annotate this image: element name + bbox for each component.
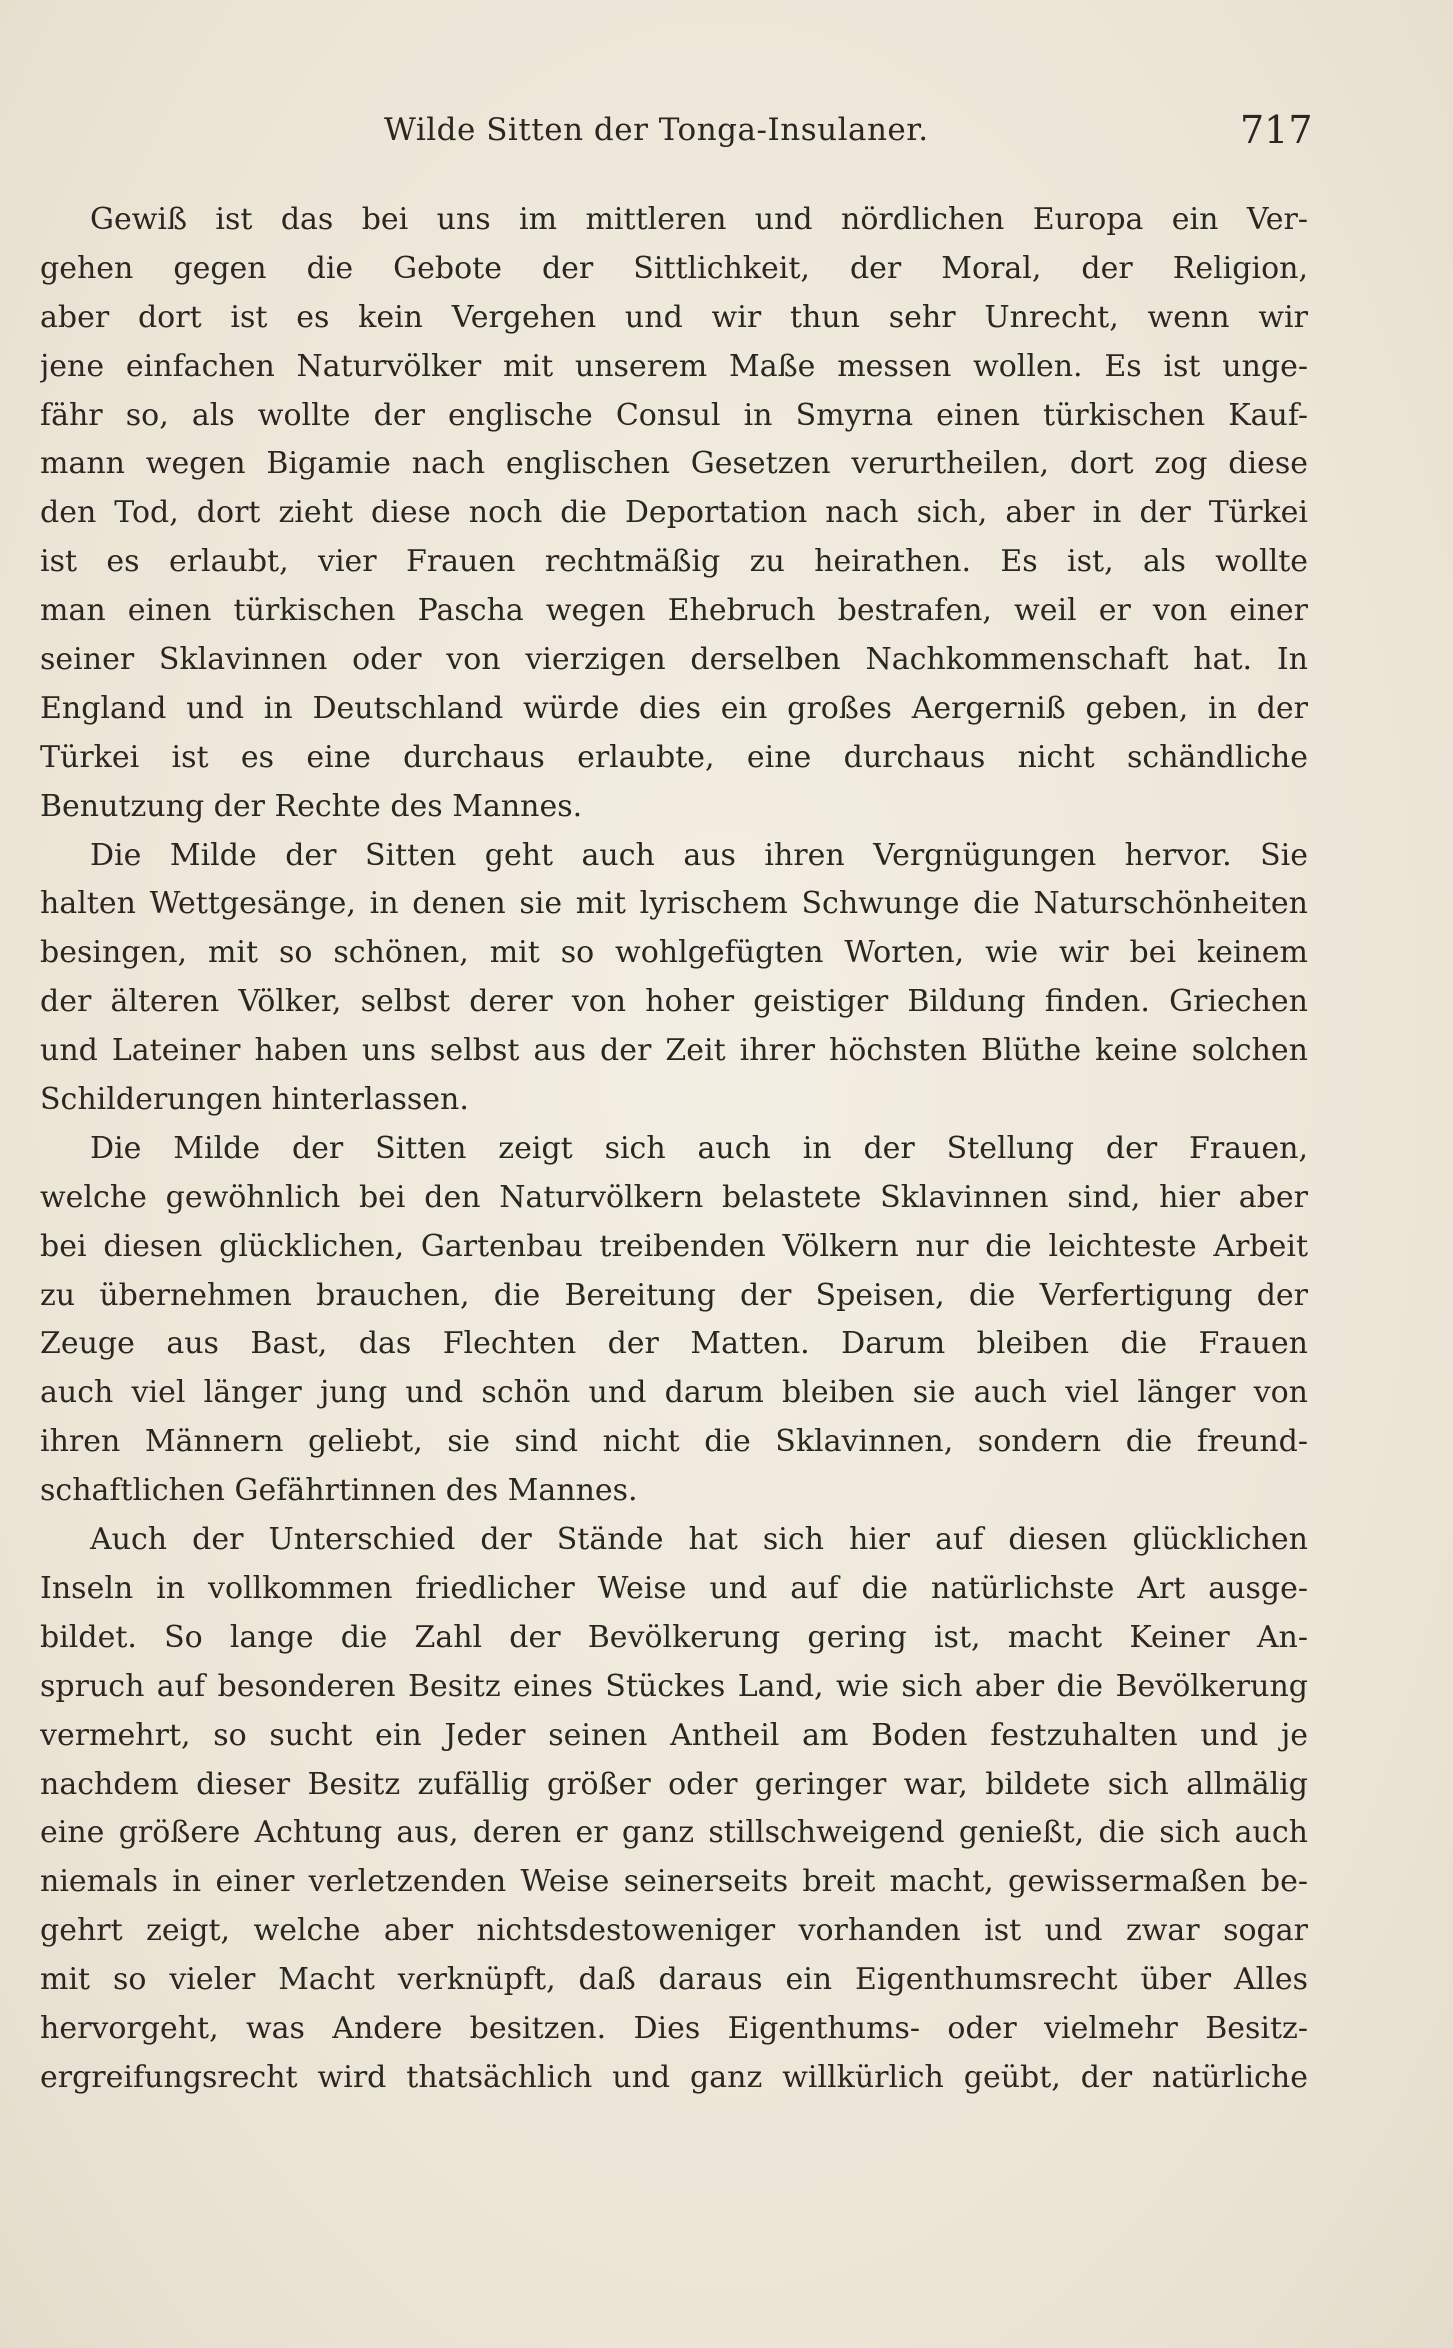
text-line: man einen türkischen Pascha wegen Ehebruch bestrafen, weil er von einer (40, 593, 1308, 629)
text-line: mit so vieler Macht verknüpft, daß daraus ein Eigenthumsrecht über Alles (40, 1962, 1308, 1998)
text-line: schaftlichen Gefährtinnen des Mannes. (40, 1473, 638, 1509)
text-line: aber dort ist es kein Vergehen und wir thun sehr Unrecht, wenn wir (40, 299, 1308, 335)
text-line: vermehrt, so sucht ein Jeder seinen Antheil am Boden festzuhalten und je (40, 1717, 1308, 1753)
page-number: 717 (1240, 108, 1313, 152)
text-line: bei diesen glücklichen, Gartenbau treibenden Völkern nur die leichteste Arbeit (40, 1228, 1308, 1264)
text-line: jene einfachen Naturvölker mit unserem Maße messen wollen. Es ist unge- (40, 348, 1308, 384)
text-line: mann wegen Bigamie nach englischen Gesetzen verurtheilen, dort zog diese (40, 446, 1308, 482)
text-line: Zeuge aus Bast, das Flechten der Matten. Darum bleiben die Frauen (40, 1326, 1308, 1362)
paragraph-3 (40, 1125, 1308, 1516)
text-line: niemals in einer verletzenden Weise seinerseits breit macht, gewissermaßen be- (40, 1864, 1308, 1900)
text-line: hervorgeht, was Andere besitzen. Dies Eigenthums- oder vielmehr Besitz- (40, 2010, 1308, 2046)
text-line: ist es erlaubt, vier Frauen rechtmäßig zu heirathen. Es ist, als wollte (40, 544, 1308, 580)
text-line: Die Milde der Sitten geht auch aus ihren Vergnügungen hervor. Sie (90, 837, 1308, 873)
running-title: Wilde Sitten der Tonga-Insulaner. (384, 112, 929, 148)
text-line: Inseln in vollkommen friedlicher Weise und auf die natürlichste Art ausge- (40, 1570, 1308, 1606)
text-line: Gewiß ist das bei uns im mittleren und nördlichen Europa ein Ver- (90, 202, 1308, 237)
text-line: zu übernehmen brauchen, die Bereitung der Speisen, die Verfertigung der (40, 1277, 1308, 1313)
text-line: und Lateiner haben uns selbst aus der Zeit ihrer höchsten Blüthe keine solchen (40, 1033, 1308, 1069)
text-line: halten Wettgesänge, in denen sie mit lyrischem Schwunge die Naturschönheiten (40, 886, 1308, 922)
text-line: seiner Sklavinnen oder von vierzigen derselben Nachkommenschaft hat. In (40, 642, 1308, 678)
text-line: Die Milde der Sitten zeigt sich auch in der Stellung der Frauen, (90, 1130, 1308, 1166)
text-line: Türkei ist es eine durchaus erlaubte, eine durchaus nicht schändliche (40, 739, 1308, 775)
text-line: bildet. So lange die Zahl der Bevölkerung gering ist, macht Keiner An- (40, 1619, 1308, 1655)
text-line: auch viel länger jung und schön und darum bleiben sie auch viel länger von (40, 1375, 1308, 1411)
text-line: Schilderungen hinterlassen. (40, 1082, 469, 1118)
text-line: Auch der Unterschied der Stände hat sich hier auf diesen glücklichen (90, 1522, 1308, 1558)
text-line: ihren Männern geliebt, sie sind nicht die Sklavinnen, sondern die freund- (40, 1424, 1308, 1460)
text-line: Benutzung der Rechte des Mannes. (40, 788, 583, 824)
text-line: gehrt zeigt, welche aber nichtsdestoweniger vorhanden ist und zwar sogar (40, 1913, 1308, 1949)
text-line: besingen, mit so schönen, mit so wohlgefügten Worten, wie wir bei keinem (40, 935, 1308, 971)
text-line: der älteren Völker, selbst derer von hoher geistiger Bildung finden. Griechen (40, 984, 1308, 1020)
text-line: England und in Deutschland würde dies ein großes Aergerniß geben, in der (40, 690, 1308, 726)
paragraph-4 (40, 1516, 1308, 2103)
text-line: den Tod, dort zieht diese noch die Deportation nach sich, aber in der Türkei (40, 495, 1308, 531)
text-line: welche gewöhnlich bei den Naturvölkern belastete Sklavinnen sind, hier aber (40, 1179, 1308, 1215)
text-line: nachdem dieser Besitz zufällig größer oder geringer war, bildete sich allmälig (40, 1766, 1308, 1802)
text-line: gehen gegen die Gebote der Sittlichkeit, der Moral, der Religion, (40, 250, 1308, 286)
paragraph-1 (40, 196, 1308, 832)
body-text (40, 196, 1308, 2103)
paragraph-2 (40, 832, 1308, 1125)
text-line: spruch auf besonderen Besitz eines Stückes Land, wie sich aber die Bevölkerung (40, 1668, 1308, 1704)
text-line: eine größere Achtung aus, deren er ganz stillschweigend genießt, die sich auch (40, 1815, 1308, 1851)
text-line: ergreifungsrecht wird thatsächlich und ganz willkürlich geübt, der natürliche (40, 2059, 1308, 2095)
text-line: fähr so, als wollte der englische Consul in Smyrna einen türkischen Kauf- (40, 397, 1308, 433)
